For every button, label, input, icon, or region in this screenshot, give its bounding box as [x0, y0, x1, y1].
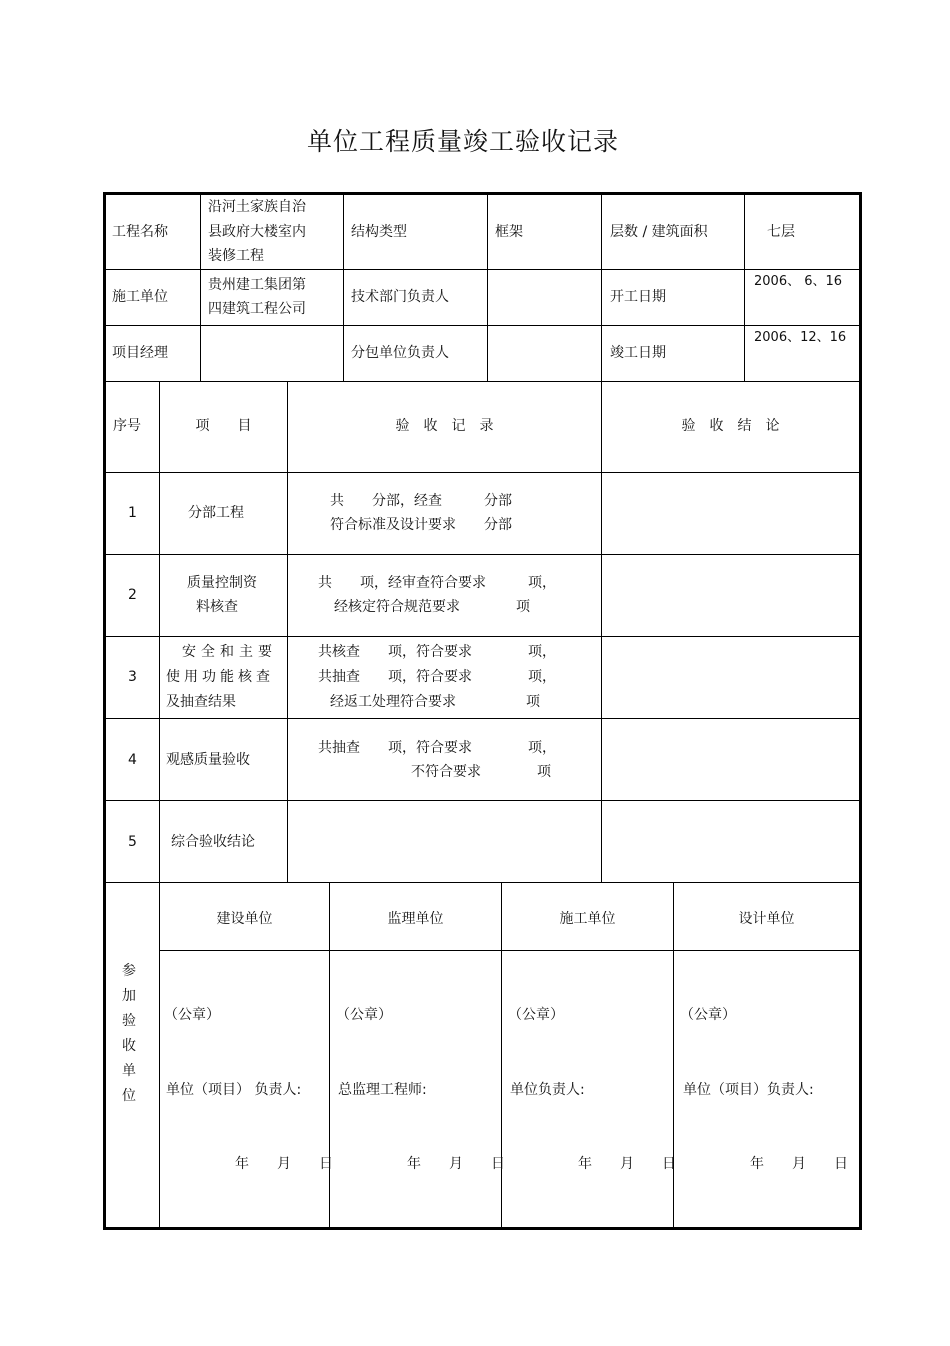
row-5-item: 综合验收结论	[171, 834, 255, 850]
builder-line1: 贵州建工集团第	[208, 277, 306, 293]
row-4-record-line1: 共抽查 项，符合要求 项，	[318, 740, 556, 756]
builder-label: 施工单位	[112, 289, 168, 305]
col-header-conclusion: 验 收 结 论	[681, 418, 780, 434]
col-divider	[487, 195, 488, 381]
col-divider	[159, 381, 160, 1227]
row-4-no: 4	[128, 752, 137, 768]
row-divider	[106, 800, 859, 801]
project-name-line2: 县政府大楼室内	[208, 224, 306, 240]
end-date-value: 2006、12、16	[754, 330, 847, 345]
seal-construction: （公章）	[164, 1007, 220, 1023]
row-divider	[106, 269, 859, 270]
row-divider	[106, 472, 859, 473]
row-divider	[106, 381, 859, 382]
row-4-item: 观感质量验收	[166, 752, 250, 768]
col-header-item: 项 目	[195, 418, 252, 434]
row-3-no: 3	[128, 669, 137, 685]
tech-head-label: 技术部门负责人	[351, 289, 449, 305]
unit-name-supervision: 监理单位	[387, 911, 444, 927]
end-date-label: 竣工日期	[610, 345, 666, 361]
row-divider	[106, 882, 859, 883]
date-construction: 年 月 日	[235, 1156, 333, 1172]
col-divider	[744, 195, 745, 381]
structure-type-value: 框架	[495, 224, 523, 240]
participants-label-char: 验	[122, 1013, 136, 1029]
signer-construction: 单位（项目） 负责人:	[166, 1082, 302, 1098]
unit-name-contractor: 施工单位	[559, 911, 616, 927]
row-divider	[159, 950, 859, 951]
row-1-item: 分部工程	[188, 505, 244, 521]
structure-type-label: 结构类型	[351, 224, 407, 240]
participants-label-char: 单	[122, 1063, 136, 1079]
floors-area-value: 七层	[767, 224, 795, 240]
col-divider	[200, 195, 201, 381]
participants-label-char: 加	[122, 988, 136, 1004]
row-5-no: 5	[128, 834, 137, 850]
row-3-record-line1: 共核查 项，符合要求 项，	[318, 644, 556, 660]
row-3-record-line2: 共抽查 项，符合要求 项，	[318, 669, 556, 685]
seal-design: （公章）	[680, 1007, 736, 1023]
project-name-line1: 沿河土家族自治	[208, 199, 306, 215]
row-3-item-line3: 及抽查结果	[166, 694, 236, 710]
participants-label-char: 参	[122, 963, 136, 979]
row-divider	[106, 718, 859, 719]
unit-name-construction: 建设单位	[216, 911, 273, 927]
sub-head-label: 分包单位负责人	[351, 345, 449, 361]
floors-area-label: 层数 / 建筑面积	[610, 224, 708, 240]
date-contractor: 年 月 日	[578, 1156, 676, 1172]
row-divider	[106, 554, 859, 555]
signer-design: 单位（项目）负责人:	[683, 1082, 814, 1098]
col-divider	[601, 381, 602, 882]
row-1-no: 1	[128, 505, 137, 521]
project-name-line3: 装修工程	[208, 248, 264, 264]
start-date-value: 2006、 6、16	[754, 274, 843, 289]
participants-label-char: 收	[122, 1038, 136, 1054]
row-3-item-line1: 安全和主要	[182, 644, 277, 660]
row-2-record-line2: 经核定符合规范要求 项	[334, 599, 530, 615]
col-divider	[287, 381, 288, 882]
seal-supervision: （公章）	[336, 1007, 392, 1023]
row-2-item-line2: 料核查	[196, 599, 238, 615]
date-supervision: 年 月 日	[407, 1156, 505, 1172]
row-4-record-line2: 不符合要求 项	[411, 764, 551, 780]
row-1-record-line2: 符合标准及设计要求 分部	[330, 517, 512, 533]
builder-line2: 四建筑工程公司	[208, 301, 306, 317]
col-divider	[343, 195, 344, 381]
participants-label-char: 位	[122, 1088, 136, 1104]
row-2-item-line1: 质量控制资	[187, 575, 257, 591]
row-2-record-line1: 共 项，经审查符合要求 项，	[318, 575, 556, 591]
pm-label: 项目经理	[112, 345, 168, 361]
row-divider	[106, 636, 859, 637]
signer-supervision: 总监理工程师:	[338, 1082, 427, 1098]
row-divider	[106, 325, 859, 326]
page-title: 单位工程质量竣工验收记录	[306, 127, 619, 156]
start-date-label: 开工日期	[610, 289, 666, 305]
row-2-no: 2	[128, 587, 137, 603]
date-design: 年 月 日	[750, 1156, 848, 1172]
col-header-record: 验 收 记 录	[395, 418, 494, 434]
unit-name-design: 设计单位	[738, 911, 795, 927]
signer-contractor: 单位负责人:	[510, 1082, 585, 1098]
seal-contractor: （公章）	[508, 1007, 564, 1023]
row-3-item-line2: 使用功能核查	[166, 669, 274, 685]
col-divider	[601, 195, 602, 381]
project-name-label: 工程名称	[112, 224, 168, 240]
row-3-record-line3: 经返工处理符合要求 项	[330, 694, 540, 710]
col-header-no: 序号	[113, 418, 141, 434]
row-1-record-line1: 共 分部，经查 分部	[330, 493, 512, 509]
